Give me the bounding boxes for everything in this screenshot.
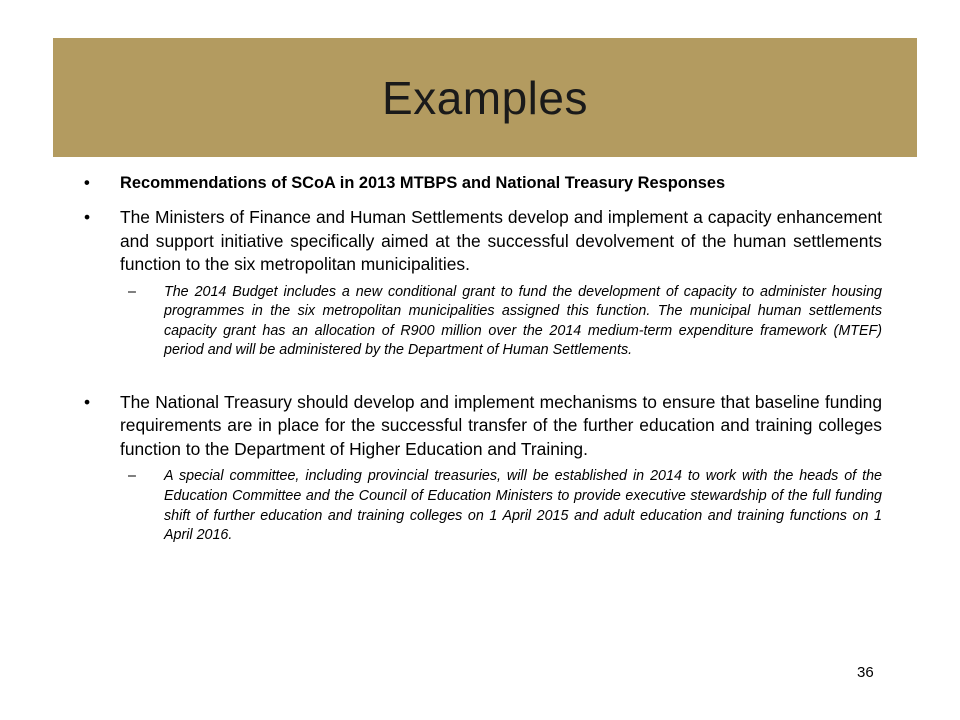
bullet-item (84, 172, 882, 195)
sub-bullet-item (84, 467, 882, 545)
title-band (53, 38, 917, 157)
slide-title: Examples (382, 71, 588, 124)
sub-bullet-item (84, 283, 882, 361)
sub-bullet-text: The 2014 Budget includes a new conditional grant to fund the development of capacity to administer housing programmes in the six metropolitan municipalities assigned this function. The municipal human settlements capacity grant has an allocation of R900 million over the 2014 medium-term expenditure framework (MTEF) period and will be administered by the Department of Human Settlements. (164, 283, 882, 359)
sub-bullet-text: A special committee, including provincial treasuries, will be established in 2014 to work with the heads of the Education Committee and the Council of Education Ministers to provide executive stewardship of the full funding shift of further education and training colleges on 1 April 2015 and adult education and training functions on 1 April 2016. (164, 468, 882, 544)
bullet-item (84, 206, 882, 277)
dash-marker: – (128, 283, 136, 300)
bullet-item (84, 391, 882, 462)
page-number: 36 (857, 664, 874, 681)
bullet-marker: • (84, 174, 90, 192)
bullet-text: Recommendations of SCoA in 2013 MTBPS and National Treasury Responses (120, 174, 726, 192)
slide-body (84, 172, 882, 546)
bullet-text: The National Treasury should develop and implement mechanisms to ensure that baseline funding requirements are in place for the successful transfer of the further education and training colleges function to the Department of Higher Education and Training. (120, 391, 882, 459)
dash-marker: – (128, 468, 136, 485)
bullet-text: The Ministers of Finance and Human Settlements develop and implement a capacity enhancement and support initiative specifically aimed at the successful devolvement of the human settlements function to the six metropolitan municipalities. (120, 207, 882, 274)
bullet-marker: • (84, 207, 91, 227)
bullet-marker: • (84, 391, 91, 412)
